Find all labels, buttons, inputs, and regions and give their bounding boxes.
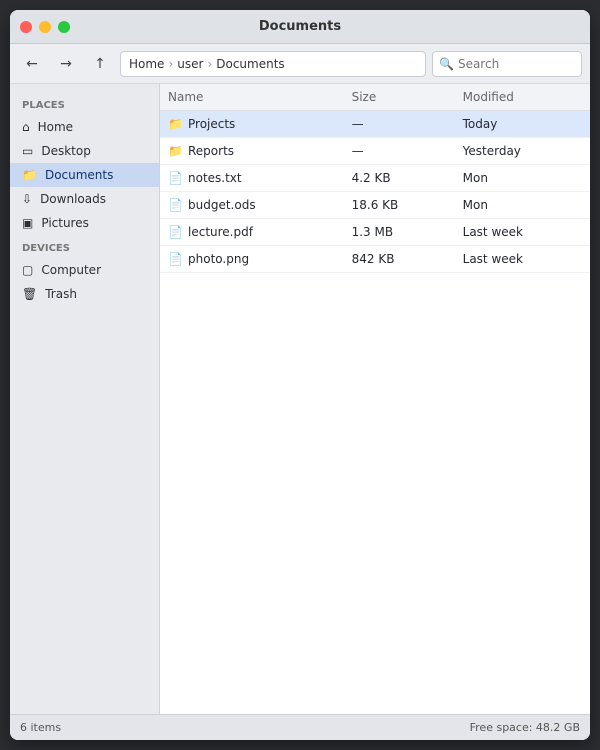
sidebar-item-label: Computer [41,263,101,277]
sidebar-item-label: Pictures [41,216,89,230]
title-bar[interactable] [10,10,590,44]
file-name-cell [160,219,344,246]
file-modified-cell: Last week [455,219,590,246]
home-icon: ⌂ [22,120,30,134]
drive-icon: ▢ [22,263,34,277]
table-row[interactable] [160,192,590,219]
file-icon: 📄 [168,252,183,266]
breadcrumb-separator: › [168,56,174,71]
download-icon: ⇩ [22,192,33,206]
file-modified-cell: Yesterday [455,138,590,165]
search-box [432,51,582,77]
sidebar-heading-devices: DEVICES [22,243,70,254]
desktop-icon: ▭ [22,144,34,158]
sidebar [10,84,160,714]
file-name: Projects [188,117,236,131]
file-icon: 📄 [168,198,183,212]
sidebar-item-trash[interactable] [10,282,159,306]
sidebar-item-documents[interactable] [10,163,159,187]
folder-icon: 📁 [168,117,183,131]
table-row[interactable] [160,219,590,246]
breadcrumb-item[interactable]: Documents [216,56,285,71]
file-name-cell [160,246,344,273]
breadcrumb-separator: › [207,56,213,71]
window-controls [20,21,70,33]
content-area [10,84,590,714]
window-title: Documents [258,19,342,34]
file-table [160,84,590,273]
folder-icon: 📁 [22,168,37,182]
file-name-cell [160,192,344,219]
search-input[interactable] [458,57,575,71]
file-modified-cell: Mon [455,192,590,219]
file-name: budget.ods [188,198,256,212]
file-name-cell [160,138,344,165]
maximize-window-button[interactable] [58,21,70,33]
sidebar-heading-places: PLACES [22,100,65,111]
table-row[interactable] [160,246,590,273]
file-size-cell: 1.3 MB [344,219,455,246]
table-header-row [160,84,590,111]
sidebar-item-downloads[interactable] [10,187,159,211]
table-row[interactable] [160,138,590,165]
file-modified-cell: Today [455,111,590,138]
minimize-window-button[interactable] [39,21,51,33]
up-arrow-icon: ↑ [94,55,106,72]
file-name-cell [160,111,344,138]
sidebar-item-label: Home [37,120,74,134]
breadcrumb-item[interactable]: user [177,56,204,71]
breadcrumb-item[interactable]: Home [129,56,165,71]
sidebar-item-label: Trash [45,287,77,301]
sidebar-item-computer[interactable] [10,258,159,282]
image-icon: ▣ [22,216,34,230]
file-size-cell: 842 KB [344,246,455,273]
sidebar-item-label: Downloads [40,192,106,206]
toolbar [10,44,590,84]
file-modified-cell: Last week [455,246,590,273]
file-size-cell: — [344,111,455,138]
close-window-button[interactable] [20,21,32,33]
status-bar [10,714,590,740]
column-header-modified[interactable]: Modified [455,84,590,111]
file-icon: 📄 [168,225,183,239]
search-icon: 🔍 [439,56,454,71]
forward-arrow-icon: → [60,55,72,72]
file-size-cell: — [344,138,455,165]
back-arrow-icon: ← [26,55,38,72]
column-header-name[interactable]: Name [160,84,344,111]
sidebar-item-pictures[interactable] [10,211,159,235]
file-name: notes.txt [188,171,242,185]
sidebar-item-label: Desktop [41,144,91,158]
table-row[interactable] [160,111,590,138]
file-size-cell: 4.2 KB [344,165,455,192]
column-header-size[interactable]: Size [344,84,455,111]
up-button[interactable] [86,51,114,77]
breadcrumb [120,51,426,77]
item-count: 6 items [20,721,62,734]
free-space: Free space: 48.2 GB [469,721,580,734]
file-name: photo.png [188,252,250,266]
file-modified-cell: Mon [455,165,590,192]
back-button[interactable] [18,51,46,77]
sidebar-item-label: Documents [44,168,114,182]
file-name: Reports [188,144,235,158]
sidebar-item-home[interactable] [10,115,159,139]
folder-icon: 📁 [168,144,183,158]
file-list [160,84,590,714]
file-name: lecture.pdf [188,225,253,239]
forward-button[interactable] [52,51,80,77]
file-icon: 📄 [168,171,183,185]
sidebar-item-desktop[interactable] [10,139,159,163]
table-row[interactable] [160,165,590,192]
file-size-cell: 18.6 KB [344,192,455,219]
file-manager-window [10,10,590,740]
file-name-cell [160,165,344,192]
trash-icon: 🗑 [22,287,38,301]
